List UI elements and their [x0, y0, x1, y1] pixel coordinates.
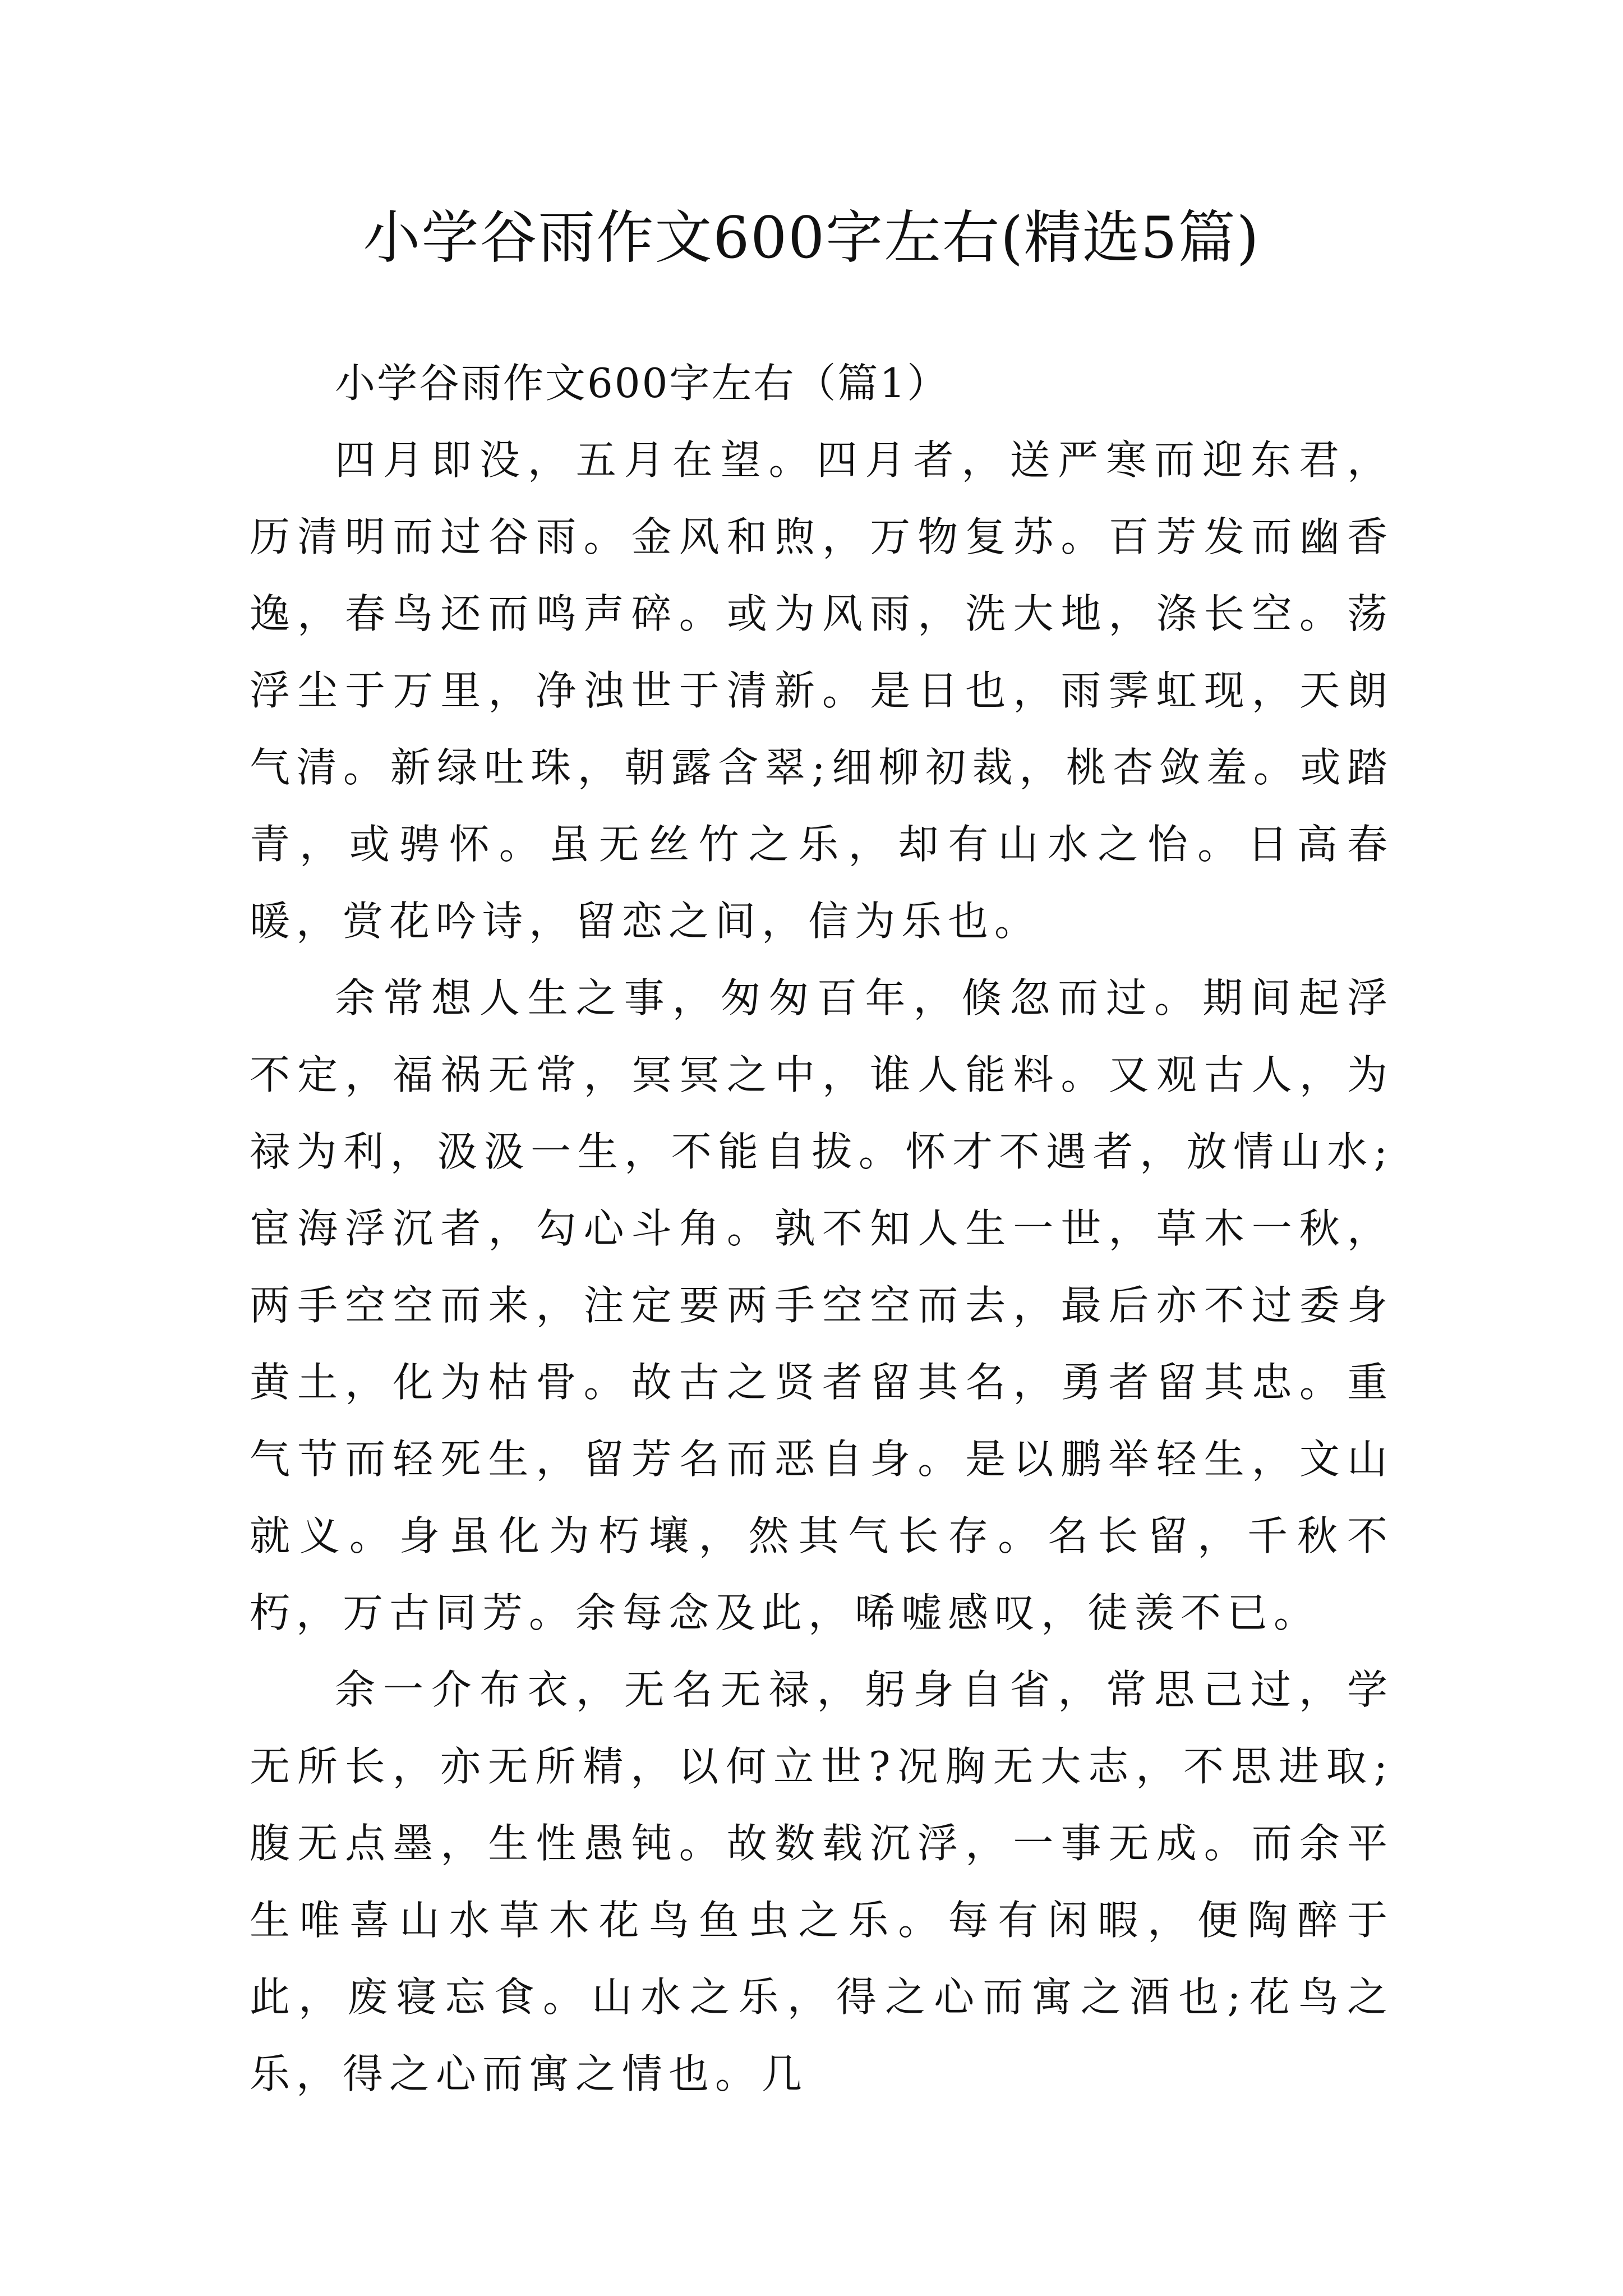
paragraph-2: 余常想人生之事，匆匆百年，倏忽而过。期间起浮不定，福祸无常，冥冥之中，谁人能料。又观古人，为禄为利，汲汲一生，不能自拔。怀才不遇者，放情山水;宦海浮沉者，勾心斗角。孰不知人生一世，草木一秋，两手空空而来，注定要两手空空而去，最后亦不过委身黄土，化为枯骨。故古之贤者留其名，勇者留其忠。重气节而轻死生，留芳名而恶自身。是以鹏举轻生，文山就义。身虽化为朽壤，然其气长存。名长留，千秋不朽，万古同芳。余每念及此，唏嘘感叹，徒羡不已。 [250, 974, 1394, 1636]
paragraph-1: 四月即没，五月在望。四月者，送严寒而迎东君，历清明而过谷雨。金风和煦，万物复苏。百芳发而幽香逸，春鸟还而鸣声碎。或为风雨，洗大地，涤长空。荡浮尘于万里，净浊世于清新。是日也，雨霁虹现，天朗气清。新绿吐珠，朝露含翠;细柳初裁，桃杏敛羞。或踏青，或骋怀。虽无丝竹之乐，却有山水之怡。日高春暖，赏花吟诗，留恋之间，信为乐也。 [250, 436, 1394, 945]
document-title: 小学谷雨作文600字左右(精选5篇) [363, 205, 1260, 272]
document-body [250, 345, 1394, 2113]
paragraph-3: 余一介布衣，无名无禄，躬身自省，常思己过，学无所长，亦无所精，以何立世?况胸无大志，不思进取;腹无点墨，生性愚钝。故数载沉浮，一事无成。而余平生唯喜山水草木花鸟鱼虫之乐。每有闲暇，便陶醉于此，废寝忘食。山水之乐，得之心而寓之酒也;花鸟之乐，得之心而寓之情也。几 [250, 1666, 1394, 2097]
section-subtitle: 小学谷雨作文600字左右（篇1） [335, 360, 949, 407]
